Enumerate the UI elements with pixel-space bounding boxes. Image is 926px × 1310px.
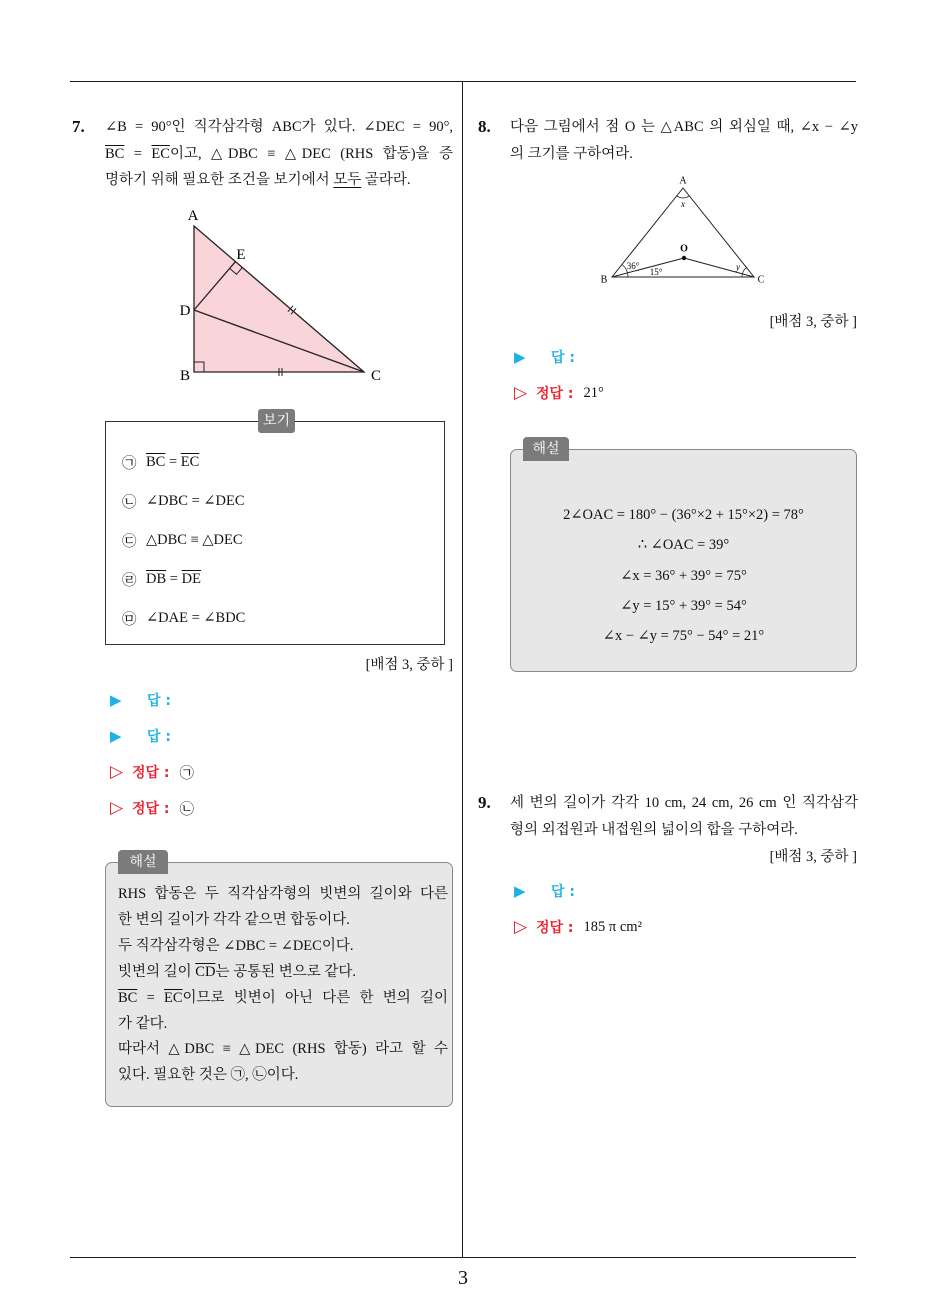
underlined-text: 모두	[333, 172, 362, 188]
answer-blank-row	[514, 873, 844, 909]
problem-number: 8.	[478, 117, 491, 136]
top-rule	[70, 81, 856, 82]
text-run: 세 변의 길이가 각각 10 cm, 24 cm, 26 cm 인 직각삼각	[510, 795, 858, 811]
solution-line: 2∠OAC = 180° − (36°×2 + 15°×2) = 78°	[563, 507, 804, 523]
choice-text	[146, 532, 243, 549]
answer-section	[110, 682, 440, 826]
correct-answer-label: 정답 :	[536, 386, 574, 402]
text-run: 골라라.	[361, 172, 411, 188]
score-label: [배점 3, 중하 ]	[365, 657, 453, 673]
score-label: [배점 3, 중하 ]	[769, 849, 857, 865]
bottom-rule	[70, 1257, 856, 1258]
text-run: =	[124, 145, 152, 162]
text-run: 두 직각삼각형은 ∠DBC = ∠DEC이다.	[118, 937, 354, 954]
answer-section	[514, 873, 844, 945]
solution-text	[118, 882, 448, 1089]
outline-triangle-icon: ▷	[514, 917, 528, 937]
correct-answer-value: ㉡	[179, 801, 195, 818]
text-run: =	[165, 454, 181, 470]
segment-bo	[612, 258, 684, 277]
correct-answer-row	[110, 754, 440, 790]
choice-item	[122, 599, 432, 638]
choice-item	[122, 482, 432, 521]
text-run: 는 공통된 변으로 같다.	[215, 963, 357, 980]
text-line	[510, 817, 858, 844]
text-run: 의 크기를 구하여라.	[510, 145, 633, 162]
angle-label-36: 36°	[626, 261, 640, 271]
answer-blank-row	[110, 682, 440, 718]
segment-notation: $\overline{CD}$	[195, 963, 216, 980]
text-run: 한 변의 길이가 각각 같으면 합동이다.	[118, 911, 350, 928]
text-run: △DBC ≡ △DEC	[146, 532, 243, 548]
choice-mark: ㉢	[122, 534, 137, 550]
problem-number: 7.	[72, 117, 85, 136]
text-run: 다음 그림에서 점 O 는 △ABC 의 외심일 때, ∠x − ∠y	[510, 119, 858, 135]
segment-oc	[684, 258, 754, 277]
outline-triangle-icon: ▷	[110, 762, 124, 782]
answer-label: 답 :	[147, 693, 171, 709]
answer-label: 답 :	[147, 729, 171, 745]
angle-arc-a	[677, 196, 689, 198]
answer-section	[514, 339, 844, 411]
text-line	[105, 167, 453, 194]
text-line	[105, 141, 453, 168]
filled-triangle-icon: ▶	[514, 882, 526, 900]
correct-answer-value: ㉠	[179, 765, 195, 782]
text-line	[510, 141, 858, 168]
text-line	[118, 1063, 448, 1089]
text-run: ∠B = 90°인 직각삼각형 ABC가 있다. ∠DEC = 90°,	[105, 119, 453, 135]
vertex-label-d: D	[179, 303, 191, 319]
choice-mark: ㉤	[122, 612, 137, 628]
angle-label-x: x	[681, 199, 685, 209]
text-run: 가 같다.	[118, 1015, 168, 1032]
filled-triangle-icon: ▶	[110, 691, 122, 709]
segment-notation: $\overline{BC}$	[146, 454, 166, 470]
text-line	[118, 908, 448, 934]
text-run: 이고, △DBC ≡ △DEC (RHS 합동)을 증	[169, 145, 453, 162]
page-number: 3	[458, 1267, 468, 1289]
angle-label-15: 15°	[649, 267, 663, 277]
segment-notation: $\overline{DB}$	[146, 571, 167, 587]
filled-triangle-icon: ▶	[514, 348, 526, 366]
text-line	[510, 114, 858, 141]
correct-answer-row	[514, 375, 844, 411]
text-line	[118, 882, 448, 908]
solution-line: ∠x = 36° + 39° = 75°	[620, 567, 747, 584]
solution-text	[510, 500, 857, 651]
circumcenter-point	[682, 256, 686, 260]
answer-blank-row	[110, 718, 440, 754]
segment-notation: $\overline{DE}$	[181, 571, 201, 587]
column-divider	[462, 82, 463, 1258]
filled-triangle-icon: ▶	[110, 727, 122, 745]
text-run: 명하기 위해 필요한 조건을 보기에서	[105, 172, 334, 188]
segment-notation: $\overline{BC}$	[118, 989, 138, 1006]
vertex-label-b: B	[179, 368, 191, 384]
choice-text	[146, 454, 199, 471]
solution-line: ∠x − ∠y = 75° − 54° = 21°	[602, 628, 765, 645]
angle-label-y: y	[736, 262, 740, 272]
answer-label: 답 :	[551, 884, 575, 900]
text-run: 형의 외접원과 내접원의 넓이의 합을 구하여라.	[510, 821, 798, 838]
choices-title: 보기	[258, 409, 295, 433]
text-run: ∠DBC = ∠DEC	[146, 493, 245, 509]
vertex-label-e: E	[236, 247, 246, 263]
problem-number: 9.	[478, 793, 491, 812]
choice-mark: ㉣	[122, 573, 137, 589]
choice-item	[122, 443, 432, 482]
choice-item	[122, 521, 432, 560]
text-line	[118, 934, 448, 960]
solution-line: ∴ ∠OAC = 39°	[637, 537, 730, 554]
choice-item	[122, 560, 432, 599]
text-run: =	[137, 989, 164, 1006]
vertex-label-c: C	[370, 368, 382, 384]
choice-text	[146, 571, 201, 588]
triangle-abc	[194, 226, 364, 372]
point-label-o: O	[680, 243, 688, 255]
segment-notation: $\overline{EC}$	[151, 145, 170, 162]
score-label: [배점 3, 중하 ]	[769, 314, 857, 330]
text-run: 이므로 빗변이 아닌 다른 한 변의 길이	[182, 989, 448, 1006]
correct-answer-row	[514, 909, 844, 945]
text-run: 따라서 △DBC ≡ △DEC (RHS 합동) 라고 할 수	[118, 1041, 448, 1058]
problem-text	[510, 114, 858, 167]
text-run: 빗변의 길이	[118, 963, 196, 980]
angle-arc-c	[742, 268, 747, 277]
outline-triangle-icon: ▷	[110, 798, 124, 818]
solution-line: ∠y = 15° + 39° = 54°	[620, 597, 747, 614]
text-line	[105, 114, 453, 141]
outline-triangle-icon: ▷	[514, 383, 528, 403]
problem-text	[105, 114, 453, 194]
choice-text	[146, 610, 245, 627]
right-triangle-figure	[160, 200, 390, 390]
solution-title: 해설	[523, 437, 569, 461]
text-line	[118, 1037, 448, 1063]
correct-answer-row	[110, 790, 440, 826]
text-line	[118, 1012, 448, 1038]
choice-mark: ㉡	[122, 495, 137, 511]
text-run: =	[166, 571, 182, 587]
segment-notation: $\overline{EC}$	[163, 989, 183, 1006]
text-run: 있다. 필요한 것은 ㉠, ㉡이다.	[118, 1067, 299, 1084]
choice-text	[146, 493, 245, 510]
text-line	[118, 960, 448, 986]
vertex-label-a: A	[187, 208, 199, 224]
choices-list	[122, 443, 432, 638]
correct-answer-value: 21°	[583, 384, 604, 401]
text-run: RHS 합동은 두 직각삼각형의 빗변의 길이와 다른	[118, 886, 448, 902]
vertex-label-a: A	[679, 175, 687, 187]
answer-label: 답 :	[551, 350, 575, 366]
solution-title: 해설	[118, 850, 168, 874]
vertex-label-b: B	[600, 274, 608, 286]
correct-answer-label: 정답 :	[132, 801, 170, 817]
choice-mark: ㉠	[122, 456, 137, 472]
problem-text	[510, 790, 858, 843]
segment-notation: $\overline{BC}$	[105, 145, 125, 162]
vertex-label-c: C	[757, 274, 765, 286]
segment-notation: $\overline{EC}$	[180, 454, 200, 470]
text-line	[118, 986, 448, 1012]
correct-answer-value: 185 π cm²	[583, 918, 642, 935]
answer-blank-row	[514, 339, 844, 375]
circumcenter-triangle-figure	[595, 172, 775, 290]
text-line	[510, 790, 858, 817]
correct-answer-label: 정답 :	[132, 765, 170, 781]
correct-answer-label: 정답 :	[536, 920, 574, 936]
text-run: ∠DAE = ∠BDC	[146, 610, 246, 626]
